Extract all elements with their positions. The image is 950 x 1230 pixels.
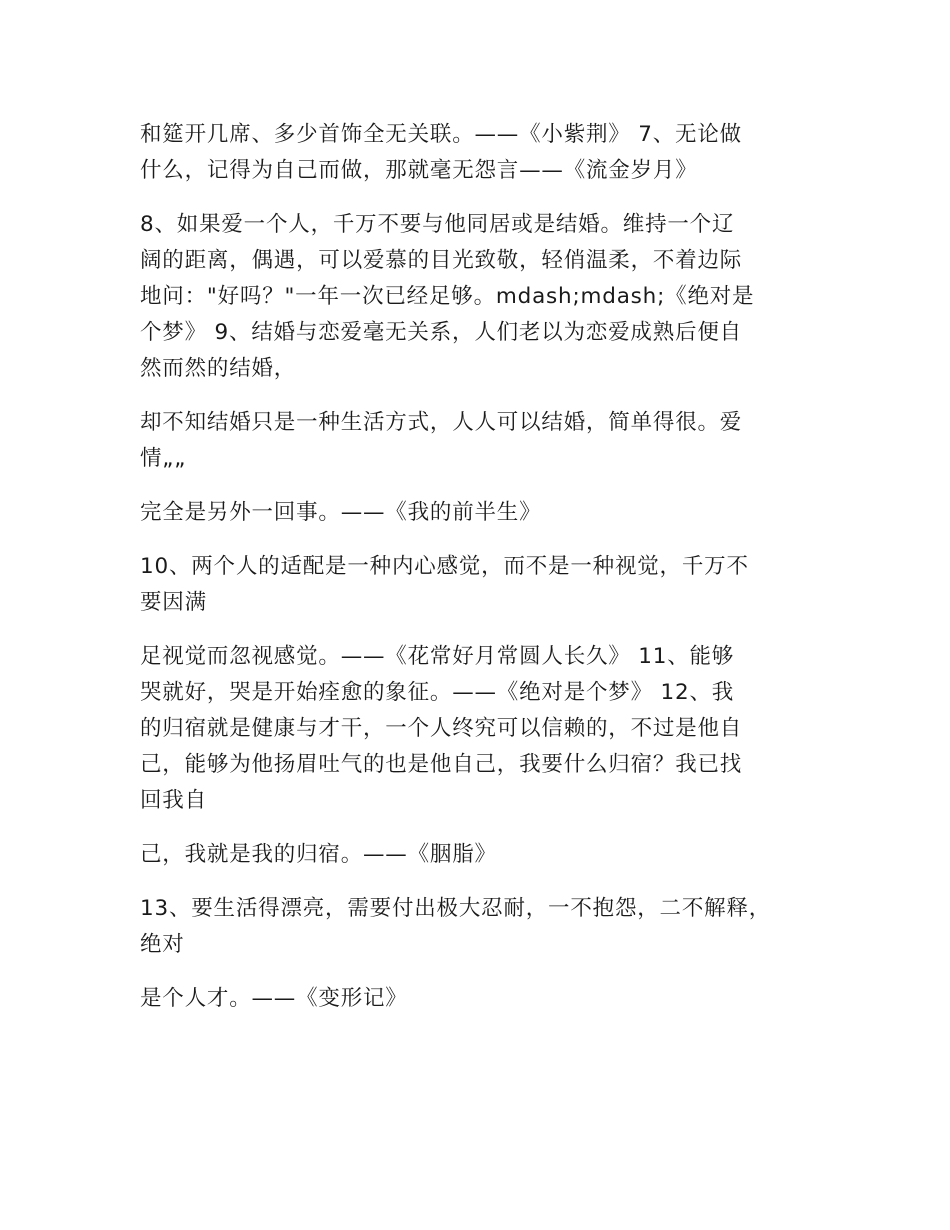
paragraph-6 bbox=[140, 639, 828, 819]
text-line: 己，能够为他扬眉吐气的也是他自己，我要什么归宿？我已找 bbox=[140, 752, 743, 777]
text-line: 什么，记得为自己而做，那就毫无怨言——《流金岁月》 bbox=[140, 158, 698, 183]
text-line: 完全是另外一回事。——《我的前半生》 bbox=[140, 500, 542, 525]
paragraph-9 bbox=[140, 981, 828, 1017]
paragraph-1 bbox=[140, 117, 828, 189]
text-line: 地问："好吗？"一年一次已经足够。mdash;mdash;《绝对是 bbox=[140, 284, 755, 309]
text-line: 阔的距离，偶遇，可以爱慕的目光致敬，轻俏温柔，不着边际 bbox=[140, 248, 743, 273]
paragraph-8 bbox=[140, 891, 828, 963]
text-line: 和筵开几席、多少首饰全无关联。——《小紫荆》 7、无论做 bbox=[140, 122, 742, 147]
paragraph-2 bbox=[140, 207, 828, 387]
text-line: 情„„ bbox=[140, 446, 187, 471]
text-line: 是个人才。——《变形记》 bbox=[140, 986, 408, 1011]
paragraph-3 bbox=[140, 405, 828, 477]
text-line: 哭就好，哭是开始痊愈的象征。——《绝对是个梦》 12、我 bbox=[140, 680, 735, 705]
text-line: 足视觉而忽视感觉。——《花常好月常圆人长久》 11、能够 bbox=[140, 644, 735, 669]
text-line: 个梦》 9、结婚与恋爱毫无关系，人们老以为恋爱成熟后便自 bbox=[140, 320, 742, 345]
paragraph-7 bbox=[140, 837, 828, 873]
text-line: 然而然的结婚， bbox=[140, 356, 297, 381]
text-line: 的归宿就是健康与才干，一个人终究可以信赖的，不过是他自 bbox=[140, 716, 743, 741]
text-line: 10、两个人的适配是一种内心感觉，而不是一种视觉，千万不 bbox=[140, 554, 749, 579]
text-line: 要因满 bbox=[140, 590, 207, 615]
paragraph-5 bbox=[140, 549, 828, 621]
document-body bbox=[140, 117, 828, 1035]
text-line: 13、要生活得漂亮，需要付出极大忍耐，一不抱怨，二不解释， bbox=[140, 896, 772, 921]
text-line: 绝对 bbox=[140, 932, 185, 957]
paragraph-4 bbox=[140, 495, 828, 531]
text-line: 却不知结婚只是一种生活方式，人人可以结婚，简单得很。爱 bbox=[140, 410, 743, 435]
text-line: 回我自 bbox=[140, 788, 207, 813]
text-line: 己，我就是我的归宿。——《胭脂》 bbox=[140, 842, 497, 867]
text-line: 8、如果爱一个人，千万不要与他同居或是结婚。维持一个辽 bbox=[140, 212, 735, 237]
